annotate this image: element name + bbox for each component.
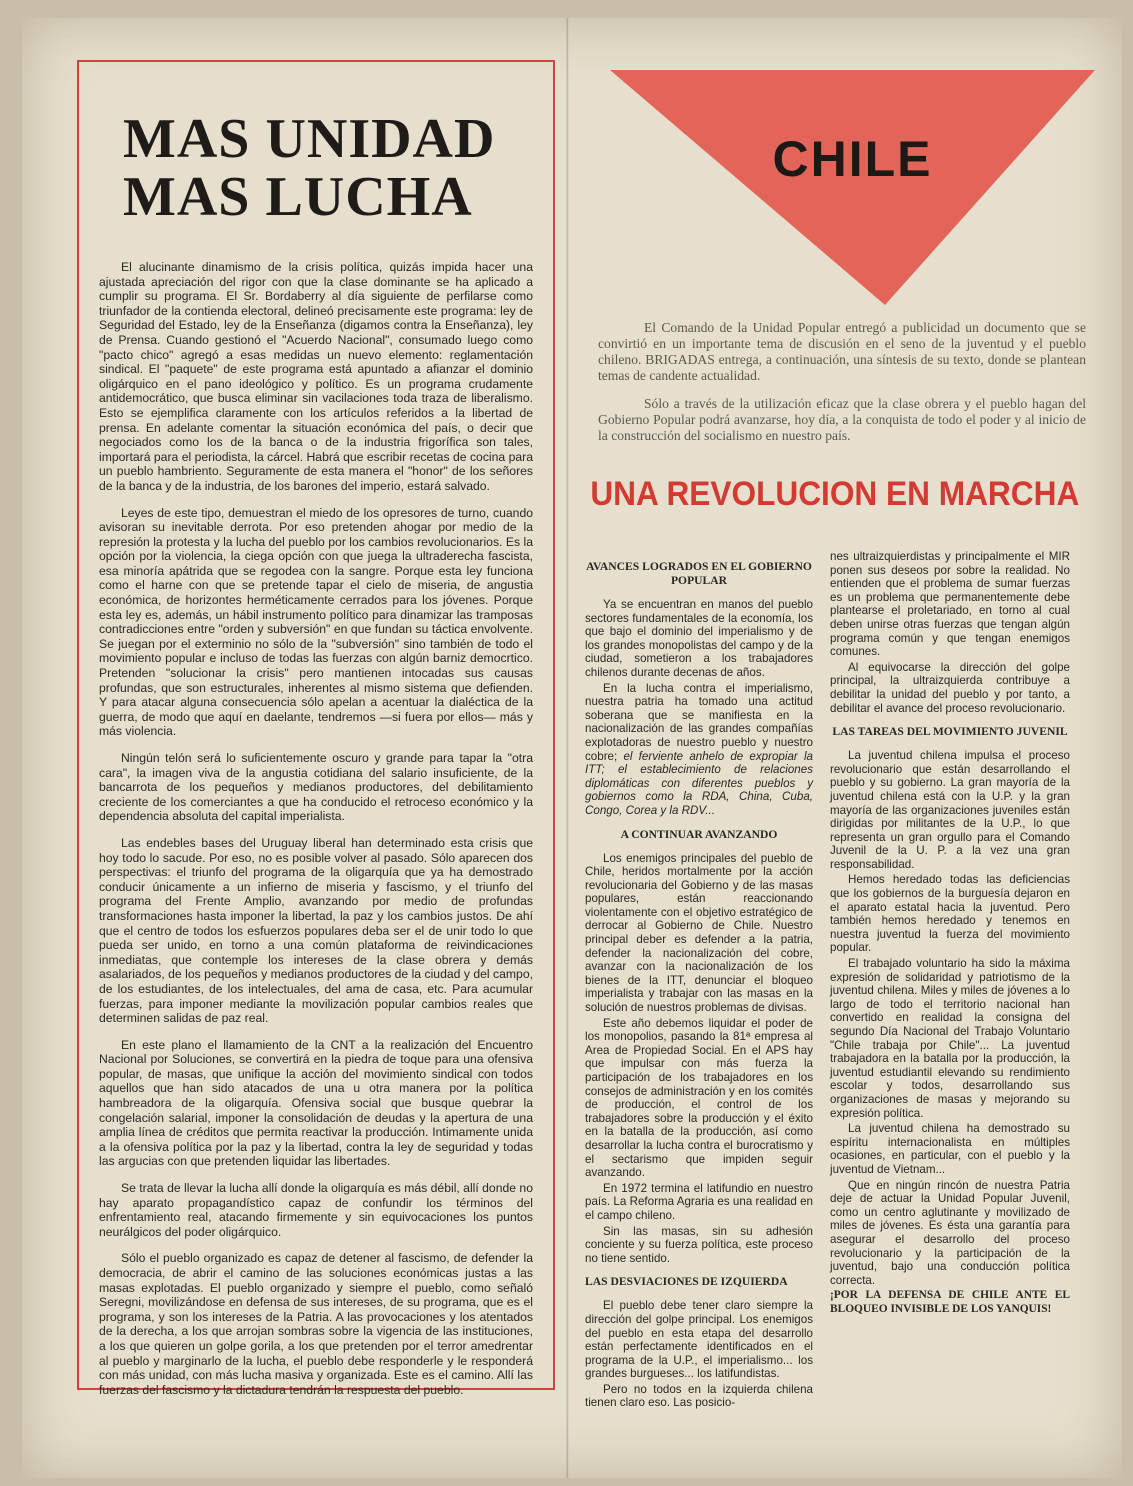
column-paragraph: nes ultraizquierdistas y principalmente el MIR ponen sus deseos por sobre la realidad. No entienden que el problema de sumar fuerzas es un problema que permanentemente debe plantearse el proletariado, en torno al cual deben unirse otras fuerzas que tengan algún programa común y que tengan enemigos comunes.	[830, 550, 1070, 659]
column-paragraph: El trabajado voluntario ha sido la máxima expresión de solidaridad y patriotismo de la juventud chilena. Miles y miles de jóvenes a lo largo de todo el territorio nacional han convertido en realidad la consigna del segundo Día Nacional del Trabajo Voluntario "Chile trabaja por Chile"... La juventud trabajadora en la batalla por la producción, la juventud estudiantil elevando su rendimiento escolar y todos, desarrollando sus organizaciones de masas y mejorando su expresión política.	[830, 957, 1070, 1120]
closing-slogan: ¡POR LA DEFENSA DE CHILE ANTE EL BLOQUEO INVISIBLE DE LOS YANQUIS!	[830, 1289, 1070, 1315]
column-text-italic: el ferviente anhelo de expropiar la ITT; el establecimiento de relaciones diplomáticas con diferentes pueblos y gobiernos como la RDA, China, Cuba, Congo, Corea y la RDV...	[585, 749, 813, 817]
left-paragraph: Leyes de este tipo, demuestran el miedo de los opresores de turno, cuando avisoran su inevitable derrota. Por eso pretenden ahogar por medio de la represión la protesta y la lucha del pueblo por los cambios revolucionarios. Es la opción por la violencia, la ciega opción con que juega la ultraderecha fascista, esa minoría apátrida que se regodea con la sangre. Porque esta ley funciona como el harne con que se pretende tapar el cielo de miseria, de angustia económica, de horizontes herméticamente cerrados para los jóvenes. Porque esta ley es, además, un hábil instrumento político para dinamizar las tramposas contradicciones entre "orden y subversión" en que fundan su táctica envolvente. Se juegan por el exterminio no sólo de la "subversión" sino también de todo el movimiento popular e incluso de todas las fuerzas con algún barniz democrtico. Pretenden "solucionar la crisis" pero mantienen intocadas sus causas profundas, que son estructurales, inherentes al mismo sistema que defienden. Y para atacar alguna consecuencia sólo apelan a acentuar la dialéctica de la guerra, de modo que aquí en daelante, tendremos —si fuera por ellos— más y más violencia.	[99, 505, 533, 739]
right-column-2	[830, 550, 1070, 1316]
right-intro	[598, 320, 1086, 456]
right-column-1	[585, 550, 813, 1410]
chile-triangle-word: CHILE	[772, 131, 933, 187]
intro-paragraph: El Comando de la Unidad Popular entregó a publicidad un documento que se convirtió en un importante tema de discusión en el seno de la juventud y el pueblo chileno. BRIGADAS entrega, a continuación, una síntesis de su texto, donde se plantean temas de candente actualidad.	[598, 320, 1086, 383]
column-paragraph: Pero no todos en la izquierda chilena tienen claro eso. Las posicio-	[585, 1382, 813, 1410]
section-heading: LAS DESVIACIONES DE IZQUIERDA	[585, 1275, 788, 1289]
left-paragraph: En este plano el llamamiento de la CNT a la realización del Encuentro Nacional por Soluciones, se convertirá en la piedra de toque para una ofensiva popular, de masas, que unifique la acción del movimiento sindical con todos aquellos que han sido atacados de una u otra manera por la política hambreadora de la oligarquía. Ofensiva social que busque quebrar la congelación salarial, imponer la consolidación de deudas y la apertura de una amplia línea de créditos que permita reactivar la producción. Intimamente unida a la ofensiva política por la paz y la libertad, contra la ley de seguridad y todas las argucias con que pretenden liquidar las libertades.	[99, 1037, 533, 1169]
title-line-1: MAS UNIDAD	[123, 108, 496, 170]
section-heading: AVANCES LOGRADOS EN EL GOBIERNO POPULAR	[586, 560, 812, 587]
column-paragraph: Hemos heredado todas las deficiencias que los gobiernos de la burguesía dejaron en el aparato estatal hacia la juventud. Pero también hemos heredado y tenemos en nuestra juventud la fuerza del movimiento popular.	[830, 873, 1070, 955]
column-paragraph: Los enemigos principales del pueblo de Chile, heridos mortalmente por la acción revolucionaria del Gobierno y de las masas populares, están reaccionando violentamente con el objetivo estratégico de derrocar al Gobierno de Chile. Nuestro principal deber es defender a la patria, defender la nacionalización del cobre, avanzar con la nacionalización de los bienes de la ITT, denunciar el bloqueo imperialista y trabajar con las masas en la solución de nuestros problemas de divisas.	[585, 851, 813, 1015]
left-article-box	[77, 60, 555, 1397]
column-paragraph: En 1972 termina el latifundio en nuestro país. La Reforma Agraria es una realidad en el campo chileno.	[585, 1181, 813, 1222]
column-paragraph	[585, 682, 813, 818]
left-paragraph: Se trata de llevar la lucha allí donde la oligarquía es más débil, allí donde no hay aparato propagandístico capaz de confundir los términos del enfrentamiento real, atacando firmemente y sin equivocaciones los puntos neurálgicos del poder oligárquico.	[99, 1181, 533, 1239]
left-paragraph: El alucinante dinamismo de la crisis política, quizás impida hacer una ajustada apreciación del rigor con que la clase dominante se ha aplicado a cumplir su programa. El Sr. Bordaberry al día siguiente de perfilarse como triunfador de la contienda electoral, delineó precisamente este programa: ley de Seguridad del Estado, ley de la Enseñanza (digamos contra la Enseñanza), ley de Prensa. Cuando gestionó el "Acuerdo Nacional", consumado luego como "pacto chico" agregó a esas medidas un nuevo elemento: reglamentación sindical. El "paquete" de este programa está apuntado a afianzar el dominio oligárquico en el pano ideológico y político. Es un programa crudamente antidemocrático, que busca eliminar sin vacilaciones toda traza de liberalismo. Esto se ejemplifica claramente con los artículos referidos a la libertad de prensa. En adelante comentar la situación económica del país, o decir que negociados como los de la banca o de la industria frigorífica son tales, importará para el periodista, la cárcel. Habrá que escribir recetas de cocina para un pueblo hambriento. Seguramente de esta manera el "honor" de los señores de la banca y de la industria, de los barones del imperio, estará salvado.	[99, 260, 533, 493]
section-heading: LAS TAREAS DEL MOVIMIENTO JUVENIL	[832, 725, 1068, 739]
section-heading: A CONTINUAR AVANZANDO	[620, 827, 778, 841]
column-paragraph: Al equivocarse la dirección del golpe principal, la ultraizquierda contribuye a debilitar la unidad del pueblo y por tanto, a debilitar el avance del proceso revolucionario.	[830, 660, 1070, 715]
left-paragraph: Sólo el pueblo organizado es capaz de detener al fascismo, de defender la democracia, de abrir el camino de las soluciones económicas justas a las masas explotadas. El pueblo organizado y siempre el pueblo, como señaló Seregni, movilizándose en defensa de sus intereses, de su programa, que es el programa, y son los intereses de la Patria. A las provocaciones y los atentados de la derecha, a los que arrojan sombras sobre la vigencia de las instituciones, a los que quieren un golpe gorila, a los que pretenden por el terror amedrentar al pueblo y marginarlo de la lucha, el pueblo debe responderle y le responderá con más unidad, con más lucha masiva y organizada. Este es el camino. Allí las fuerzas del fascismo y la dictadura tendrán la respuesta del pueblo.	[99, 1251, 533, 1397]
left-paragraph: Las endebles bases del Uruguay liberal han determinado esta crisis que hoy todo lo sacude. Por eso, no es posible volver al pasado. Sólo aparecen dos perspectivas: el triunfo del programa de la oligarquía que ya ha demostrado conducir únicamente a un infierno de miseria y fascismo, y el triunfo del programa del Frente Amplio, avanzando por medio de profundas transformaciones hasta imponer la libertad, la paz y los cambios justos. De ahí que el centro de todos los esfuerzos populares deba ser el de unir todo lo que pueda ser unido, en torno a una común plataforma de reivindicaciones inmediatas, que contemple los intereses de la clase obrera y demás asalariados, de los pequeños y medianos productores de la ciudad y del campo, de los estudiantes, de los intelectuales, del ama de casa, etc. Para acumular fuerzas, para imponer mediante la movilización popular cambios reales que determinen salidas de paz real.	[99, 835, 533, 1026]
column-paragraph: La juventud chilena ha demostrado su espíritu internacionalista en múltiples ocasiones, en particular, con el pueblo y la juventud de Vietnam...	[830, 1122, 1070, 1176]
page-fold	[566, 18, 569, 1478]
right-headline: UNA REVOLUCION EN MARCHA	[590, 475, 1080, 513]
column-paragraph: Ya se encuentran en manos del pueblo sectores fundamentales de la economía, los que bajo el dominio del imperialismo y de los grandes monopolistas del campo y de la ciudad, sometieron a los trabajadores chilenos durante decenas de años.	[585, 598, 813, 679]
column-paragraph: Este año debemos liquidar el poder de los monopolios, pasando la 81ª empresa al Area de Propiedad Social. En el APS hay que impulsar con más fuerza la participación de los trabajadores en los consejos de administración y en los comités de producción, el control de los trabajadores sobre la producción y el éxito en la batalla de la producción, así como desarrollar la lucha contra el burocratismo y el sectarismo que impiden seguir avanzando.	[585, 1016, 813, 1180]
column-paragraph: La juventud chilena impulsa el proceso revolucionario que están desarrollando el pueblo y su gobierno. La gran mayoría de la juventud chilena está con la U.P. y la gran mayoría de las organizaciones juveniles están dirigidas por militantes de la U.P., lo que representa un gran orgullo para el Comando Juvenil de la U. P. a la vez una gran responsabilidad.	[830, 749, 1070, 871]
title-line-2: MAS LUCHA	[123, 166, 473, 228]
column-paragraph: El pueblo debe tener claro siempre la dirección del golpe principal. Los enemigos del pueblo en esta etapa del desarrollo están perfectamente identificados en el programa de la U.P., el imperialismo... los grandes burgueses... los latifundistas.	[585, 1299, 813, 1381]
column-text: En la lucha contra el imperialismo, nuestra patria ha tomado una actitud soberana que se manifiesta en la nacionalización de las grandes compañías explotadoras de nuestro pueblo y nuestro cobre;	[585, 681, 813, 763]
left-article-title	[123, 110, 533, 226]
left-paragraph: Ningún telón será lo suficientemente oscuro y grande para tapar la "otra cara", la imagen viva de la angustia cotidiana del salario insuficiente, de la bancarrota de los pequeños y medianos productores, del debilitamiento creciente de los comerciantes a que ha conducido el retroceso económico y la dependencia absoluta del capital imperialista.	[99, 751, 533, 824]
column-paragraph: Que en ningún rincón de nuestra Patria deje de actuar la Unidad Popular Juvenil, como un centro aglutinante y movilizado de miles de jóvenes. Es ésta una garantía para asegurar el desarrollo del proceso revolucionario y la participación de la juventud, bajo una conducción política correcta.	[830, 1178, 1070, 1287]
column-paragraph: Sin las masas, sin su adhesión conciente y su fuerza política, este proceso no tiene sentido.	[585, 1224, 813, 1265]
intro-paragraph: Sólo a través de la utilización eficaz que la clase obrera y el pueblo hagan del Gobierno Popular podrá avanzarse, hoy día, a la conquista de todo el poder y al inicio de la construcción del socialismo en nuestro país.	[598, 396, 1086, 443]
